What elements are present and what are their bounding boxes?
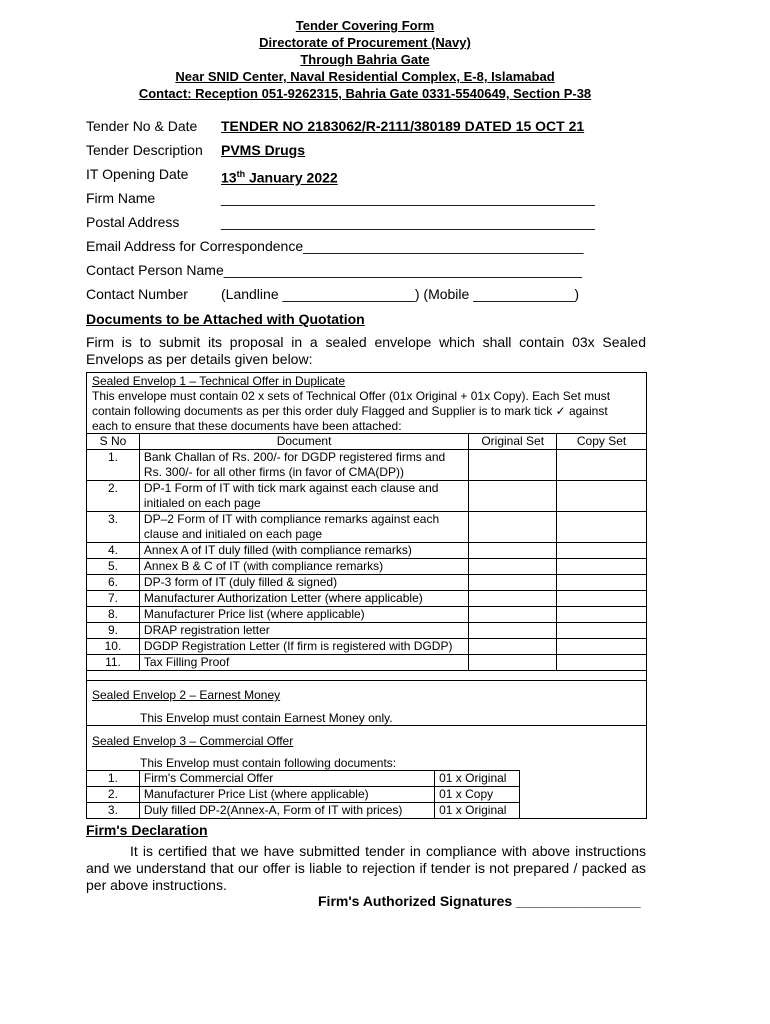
row-original-set-cell[interactable] [469,655,557,671]
row-document: Manufacturer Price list (where applicable) [139,607,468,623]
row-original-set-cell[interactable] [469,591,557,607]
documents-title: Documents to be Attached with Quotation [86,311,365,327]
row-original-set-cell[interactable] [469,481,557,512]
row-copy-set-cell[interactable] [557,575,647,591]
row-document: Tax Filling Proof [139,655,468,671]
declaration-title: Firm's Declaration [86,822,208,838]
opening-day: 13 [221,169,237,186]
commercial-table [86,770,520,819]
row-sno: 2. [87,481,140,512]
table-row [87,607,647,623]
email-blank[interactable]: ____________________________________ [303,238,584,254]
envelop1-line2: contain following documents as per this order duly Flagged and Supplier is to mark tick ✓ against [92,404,608,418]
row-sno: 7. [87,591,140,607]
row-copy-set-cell[interactable] [557,450,647,481]
row-sno: 10. [87,639,140,655]
tender-description-label: Tender Description [86,142,203,158]
row-quantity: 01 x Original [435,803,520,819]
row-copy-set-cell[interactable] [557,639,647,655]
opening-month-year: January 2022 [245,169,338,186]
row-sno: 11. [87,655,140,671]
row-sno: 5. [87,559,140,575]
row-original-set-cell[interactable] [469,575,557,591]
row-document: DP-3 form of IT (duly filled & signed) [139,575,468,591]
envelop2-text: This Envelop must contain Earnest Money only. [140,711,393,725]
row-document: Manufacturer Authorization Letter (where applicable) [139,591,468,607]
postal-address-label: Postal Address [86,214,180,230]
row-copy-set-cell[interactable] [557,481,647,512]
tender-description-value: PVMS Drugs [221,142,306,158]
row-sno: 1. [87,771,140,787]
email-field[interactable] [86,237,583,255]
row-original-set-cell[interactable] [469,559,557,575]
header-copy-set: Copy Set [557,434,647,450]
row-sno: 9. [87,623,140,639]
header-sno: S No [87,434,140,450]
row-sno: 6. [87,575,140,591]
row-document: DRAP registration letter [139,623,468,639]
documents-intro: Firm is to submit its proposal in a sealed envelope which shall contain 03x Sealed Envelops as per details given below: [86,334,646,367]
firm-name-blank[interactable]: ________________________________________________ [221,190,595,206]
contact-number-label: Contact Number [86,286,188,302]
envelop1-line1: This envelope must contain 02 x sets of Technical Offer (01x Original + 01x Copy). Each Set must [92,389,611,403]
row-sno: 8. [87,607,140,623]
row-document: Duly filled DP-2(Annex-A, Form of IT with prices) [139,803,434,819]
table-row [87,591,647,607]
row-sno: 1. [87,450,140,481]
row-document: DP-1 Form of IT with tick mark against each clause and initialed on each page [139,481,468,512]
row-document: Annex B & C of IT (with compliance remarks) [139,559,468,575]
tender-no-label: Tender No & Date [86,118,198,134]
row-sno: 2. [87,787,140,803]
contact-person-blank[interactable]: ______________________________________________ [223,262,582,278]
opening-date-label: IT Opening Date [86,166,189,182]
row-original-set-cell[interactable] [469,623,557,639]
directorate-name: Directorate of Procurement (Navy) [259,35,471,50]
envelop3-title: Sealed Envelop 3 – Commercial Offer [92,734,294,748]
row-quantity: 01 x Original [435,771,520,787]
table-row [87,559,647,575]
table-row [87,575,647,591]
contact-line: Contact: Reception 051-9262315, Bahria Gate 0331-5540649, Section P-38 [138,86,592,101]
row-document: DP–2 Form of IT with compliance remarks against each clause and initialed on each page [139,512,468,543]
row-copy-set-cell[interactable] [557,559,647,575]
tender-no-value: TENDER NO 2183062/R-2111/380189 DATED 15 OCT 21 [221,118,585,134]
form-header [0,17,770,102]
row-copy-set-cell[interactable] [557,591,647,607]
declaration-text [86,843,646,894]
header-original-set: Original Set [469,434,557,450]
table-row [87,512,647,543]
envelop1-line3: each to ensure that these documents have been attached: [92,419,402,433]
authorized-signature[interactable]: Firm's Authorized Signatures ________________ [318,893,641,909]
row-document: Manufacturer Price List (where applicable) [139,787,434,803]
row-original-set-cell[interactable] [469,512,557,543]
row-original-set-cell[interactable] [469,543,557,559]
table-row [87,543,647,559]
row-copy-set-cell[interactable] [557,623,647,639]
table-row [87,481,647,512]
documents-table [86,433,647,671]
table-row [87,771,520,787]
row-document: Bank Challan of Rs. 200/- for DGDP registered firms and Rs. 300/- for all other firms (in favor of CMA(DP)) [139,450,468,481]
row-copy-set-cell[interactable] [557,543,647,559]
form-title: Tender Covering Form [295,18,435,33]
row-sno: 4. [87,543,140,559]
email-label: Email Address for Correspondence [86,238,304,254]
gate-name: Through Bahria Gate [300,52,430,67]
contact-person-field[interactable] [86,261,582,279]
contact-person-label: Contact Person Name [86,262,224,278]
envelop3-text: This Envelop must contain following documents: [140,756,397,770]
postal-address-blank[interactable]: ________________________________________________ [221,214,595,230]
row-original-set-cell[interactable] [469,639,557,655]
row-sno: 3. [87,512,140,543]
table-row [87,655,647,671]
envelop2-title: Sealed Envelop 2 – Earnest Money [92,688,281,702]
table-row [87,803,520,819]
row-copy-set-cell[interactable] [557,607,647,623]
envelop1-title: Sealed Envelop 1 – Technical Offer in Duplicate [92,374,346,388]
header-document: Document [139,434,468,450]
table-row [87,787,520,803]
opening-date-value [221,165,338,187]
row-document: Firm's Commercial Offer [139,771,434,787]
row-sno: 3. [87,803,140,819]
declaration-body: It is certified that we have submitted tender in compliance with above instructions and we understand that our offer is liable to rejection if tender is not prepared / packed as per above instructions. [86,843,646,893]
row-original-set-cell[interactable] [469,450,557,481]
table-row [87,450,647,481]
contact-number-blank[interactable]: (Landline _________________) (Mobile _____________) [221,286,580,302]
table-header-row [87,434,647,450]
row-copy-set-cell[interactable] [557,512,647,543]
row-document: DGDP Registration Letter (If firm is registered with DGDP) [139,639,468,655]
opening-day-suffix: th [236,169,246,179]
table-row [87,623,647,639]
address-line: Near SNID Center, Naval Residential Complex, E-8, Islamabad [175,69,555,84]
row-document: Annex A of IT duly filled (with compliance remarks) [139,543,468,559]
row-quantity: 01 x Copy [435,787,520,803]
row-original-set-cell[interactable] [469,607,557,623]
firm-name-label: Firm Name [86,190,156,206]
row-copy-set-cell[interactable] [557,655,647,671]
table-row [87,639,647,655]
